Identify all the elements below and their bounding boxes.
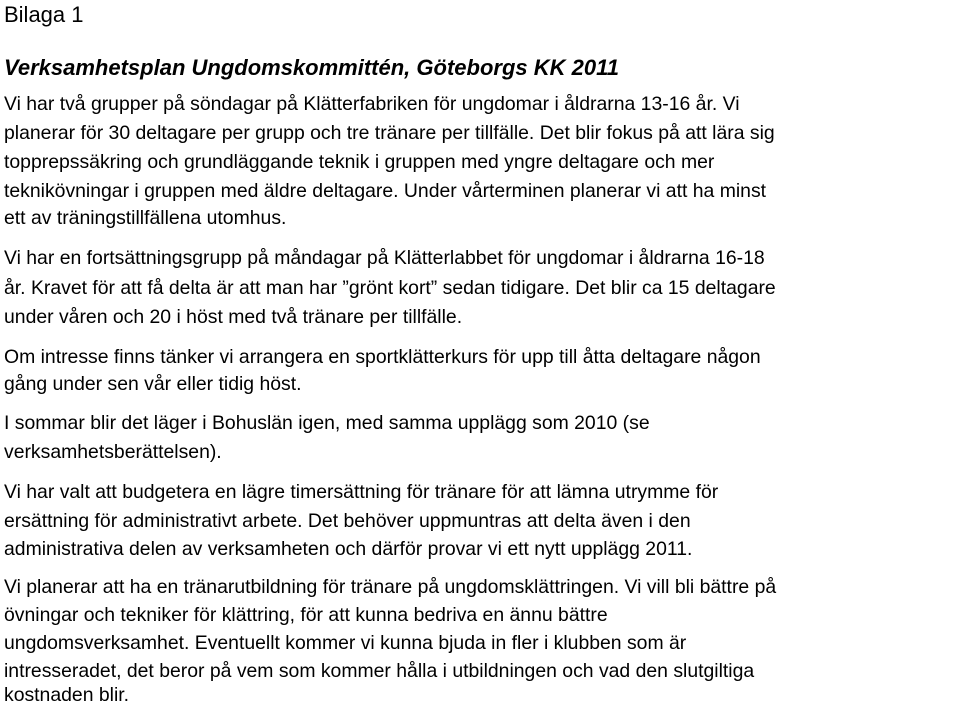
paragraph-3-line-1: Om intresse finns tänker vi arrangera en sportklätterkurs för upp till åtta deltagare någon: [4, 346, 761, 368]
paragraph-6-line-4: intresseradet, det beror på vem som kommer hålla i utbildningen och vad den slutgiltiga: [4, 660, 755, 682]
paragraph-3-line-2: gång under sen vår eller tidig höst.: [4, 373, 302, 395]
paragraph-6-line-3: ungdomsverksamhet. Eventuellt kommer vi kunna bjuda in fler i klubben som är: [4, 632, 687, 654]
paragraph-6-line-2: övningar och tekniker för klättring, för att kunna bedriva en ännu bättre: [4, 604, 608, 626]
paragraph-1-line-1: Vi har två grupper på söndagar på Klätterfabriken för ungdomar i åldrarna 13-16 år. Vi: [4, 93, 740, 115]
paragraph-4-line-1: I sommar blir det läger i Bohuslän igen, med samma upplägg som 2010 (se: [4, 412, 650, 434]
paragraph-2-line-3: under våren och 20 i höst med två tränare per tillfälle.: [4, 306, 463, 328]
paragraph-1-line-3: topprepssäkring och grundläggande teknik i gruppen med yngre deltagare och mer: [4, 151, 715, 173]
paragraph-2-line-1: Vi har en fortsättningsgrupp på måndagar på Klätterlabbet för ungdomar i åldrarna 16-18: [4, 247, 765, 269]
paragraph-5-line-3: administrativa delen av verksamheten och därför provar vi ett nytt upplägg 2011.: [4, 538, 693, 560]
paragraph-1-line-2: planerar för 30 deltagare per grupp och tre tränare per tillfälle. Det blir fokus på att lära sig: [4, 122, 775, 144]
paragraph-5-line-2: ersättning för administrativt arbete. Det behöver uppmuntras att delta även i den: [4, 510, 691, 532]
document-title: Verksamhetsplan Ungdomskommittén, Göteborgs KK 2011: [4, 55, 619, 80]
paragraph-6-line-5: kostnaden blir.: [4, 684, 130, 706]
paragraph-1-line-4: teknikövningar i gruppen med äldre deltagare. Under vårterminen planerar vi att ha minst: [4, 180, 767, 202]
appendix-label: Bilaga 1: [4, 2, 84, 27]
paragraph-4-line-2: verksamhetsberättelsen).: [4, 441, 222, 463]
paragraph-2-line-2: år. Kravet för att få delta är att man har ”grönt kort” sedan tidigare. Det blir ca 15 deltagare: [4, 277, 776, 299]
paragraph-5-line-1: Vi har valt att budgetera en lägre timersättning för tränare för att lämna utrymme för: [4, 481, 719, 503]
paragraph-1-line-5: ett av träningstillfällena utomhus.: [4, 207, 287, 229]
paragraph-6-line-1: Vi planerar att ha en tränarutbildning för tränare på ungdomsklättringen. Vi vill bli bättre på: [4, 576, 777, 598]
